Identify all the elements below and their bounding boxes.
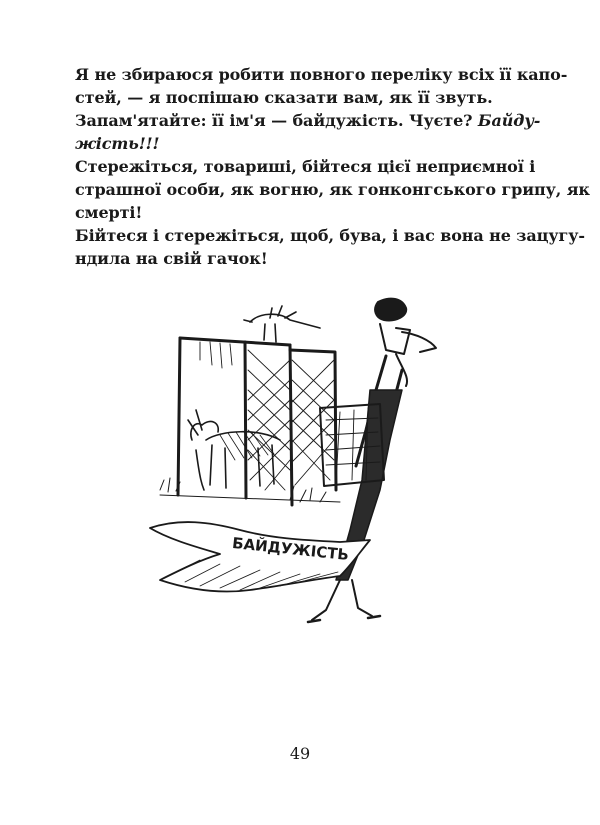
ink-illustration [140,290,460,640]
paragraph-1 [75,63,568,109]
italic-word: Байду- [477,111,541,130]
text-segment: Запам'ятайте: її ім'я — байдужість. Чуєте? [75,111,478,130]
text-line: Стережіться, товариші, бійтеся цієї неприємної і [75,157,536,176]
body-text [75,63,590,270]
text-line: стей, — я поспішаю сказати вам, як її звуть. [75,88,493,107]
banner-text: БАЙДУЖІСТЬ [231,533,350,565]
text-line: Я не збираюся робити повного переліку всіх її капо- [75,65,568,84]
text-line: смерті! [75,203,143,222]
text-line: Бійтеся і стережіться, щоб, бува, і вас вона не зацугу- [75,226,585,245]
paragraph-2 [75,109,541,155]
goat-figure [188,410,280,490]
text-line [75,109,541,132]
text-line: страшної особи, як вогню, як гонконгського грипу, як [75,180,590,199]
page-number: 49 [289,744,311,763]
text-line: ндила на свій гачок! [75,249,268,268]
paragraph-3 [75,155,590,224]
text-line: жість!!! [75,134,160,153]
bird-figure [244,306,320,342]
grass [160,478,340,502]
paragraph-4 [75,224,585,270]
fence-netting [200,342,334,490]
